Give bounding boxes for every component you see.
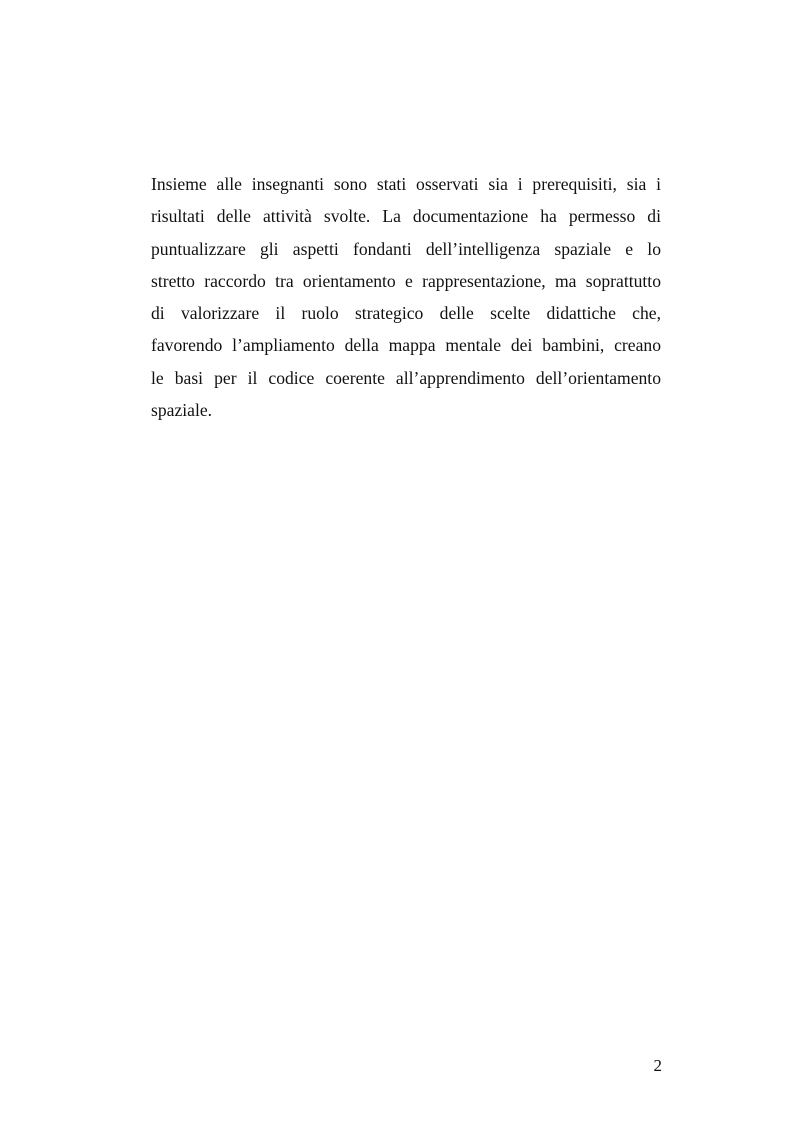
paragraph-line: favorendo l’ampliamento della mappa mentale dei bambini, creano [151, 335, 661, 356]
paragraph-line: Insieme alle insegnanti sono stati osservati sia i prerequisiti, sia i [151, 174, 661, 194]
paragraph-line: puntualizzare gli aspetti fondanti dell’intelligenza spaziale e lo [151, 238, 661, 259]
paragraph-line: stretto raccordo tra orientamento e rappresentazione, ma soprattutto [151, 270, 661, 291]
paragraph-line: risultati delle attività svolte. La documentazione ha permesso di [151, 206, 661, 227]
paragraph-line: di valorizzare il ruolo strategico delle scelte didattiche che, [151, 303, 661, 324]
page-number: 2 [653, 1056, 662, 1075]
paragraph-line: le basi per il codice coerente all’apprendimento dell’orientamento [151, 367, 661, 388]
paragraph-line: spaziale. [151, 400, 213, 421]
body-paragraph [151, 168, 661, 426]
